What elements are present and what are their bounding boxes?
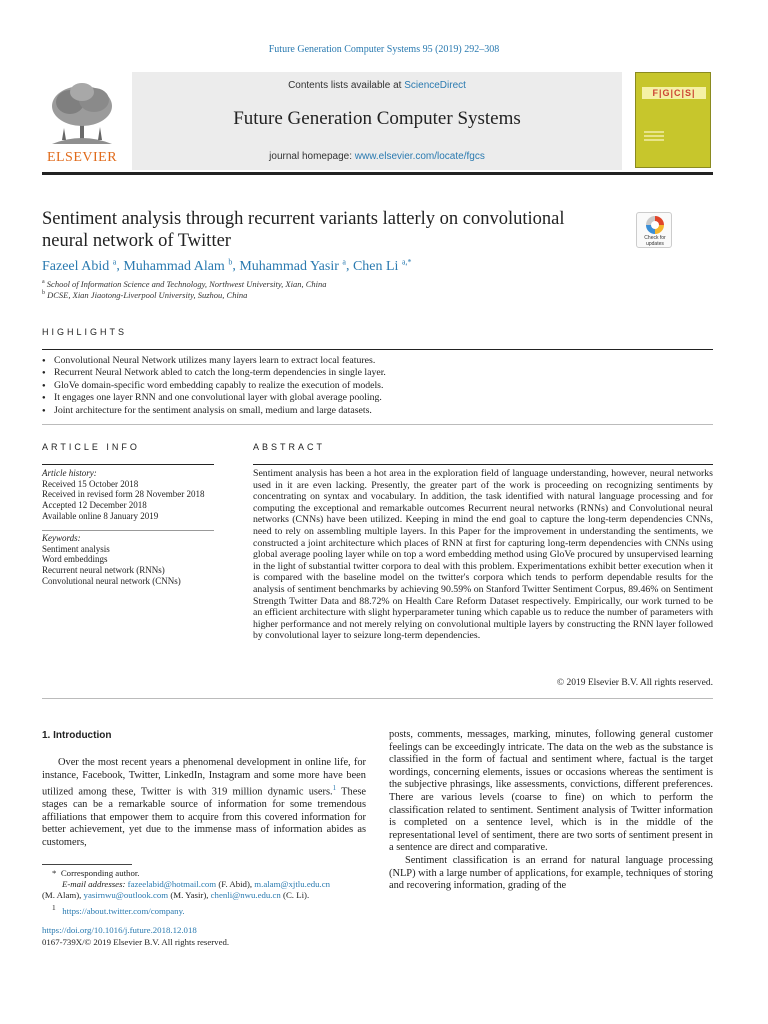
author-list: Fazeel Abid $^a$, Muhammad Alam $^b$, Muhammad Yasir $^a$, Chen Li $^{a,*}$ <box>42 257 412 274</box>
intro-left-column: Over the most recent years a phenomenal development in online life, for instance, Facebook, Twitter, LinkedIn, Instagram and some more have been utilized among these, Twitter is with 319 million dynamic users.$^1$ These stages can be a remarkable source of information for some tremendous affiliations that empower them to acquire from this covered information for better achievement, yet due to the immense mass of information abides as customers, <box>42 757 366 849</box>
article-info-divider <box>42 464 214 465</box>
publisher-name: ELSEVIER <box>46 150 118 165</box>
check-updates-label: Check for updates <box>644 235 666 247</box>
keyword: Recurrent neural network (RNNs) <box>42 565 165 576</box>
highlights-bottom-divider <box>42 424 713 425</box>
highlight-item: ● Joint architecture for the sentiment analysis on small, medium and large datasets. <box>42 405 682 417</box>
introduction-heading: 1. Introduction <box>42 730 112 741</box>
elsevier-logo <box>42 80 122 166</box>
journal-cover-image <box>635 72 711 168</box>
keywords <box>42 533 222 587</box>
cover-title: F|G|C|S| <box>642 87 706 99</box>
keyword: Convolutional neural network (CNNs) <box>42 575 181 586</box>
highlight-item: ● GloVe domain-specific word embedding capably to realize the execution of models. <box>42 380 682 392</box>
email-link[interactable]: yasirnwu@outlook.com <box>83 890 169 900</box>
journal-homepage-link[interactable]: www.elsevier.com/locate/fgcs <box>354 151 485 162</box>
contents-prefix: Contents lists available at <box>288 80 405 91</box>
header-divider <box>42 172 713 175</box>
tree-logo-icon <box>42 80 122 146</box>
paper-title: Sentiment analysis through recurrent variants latterly on convolutional neural network of Twitter <box>42 209 565 251</box>
author-link[interactable]: Muhammad Alam $^b$ <box>123 257 233 274</box>
abstract-bottom-divider <box>42 698 713 699</box>
corresponding-author-note: * Corresponding author. <box>52 868 140 878</box>
history-entry: Available online 8 January 2019 <box>42 510 159 521</box>
intro-paragraph: posts, comments, messages, marking, minutes, following general customer feelings can be exceedingly intricate. The data on the web as the substance is classified in the form of factual and sentiment where, factual is the target wordings, concerning elements, issues or occasions whereas the sentiment is the subjective phrasings, like assessments, convictions, different preferences. There are various levels (coarse to fine) on which to perform the classification related to sentiment. Sentiment analysis of Twitter information is completed on a sentence level, which is in the middle of the representational level of sentiment, there are two sorts of sentiment present in a sentence are direct and comparative. <box>389 729 713 854</box>
check-updates-icon-center <box>651 221 659 229</box>
keyword: Sentiment analysis <box>42 543 110 554</box>
contents-line <box>132 80 622 91</box>
email-link[interactable]: chenli@nwu.edu.cn <box>210 890 281 900</box>
cover-decoration <box>644 135 664 137</box>
cover-decoration <box>644 139 664 141</box>
doi-link[interactable]: https://doi.org/10.1016/j.future.2018.12.018 <box>42 925 197 935</box>
footnote-1: $^1$ https://about.twitter.com/company. <box>52 903 185 916</box>
check-for-updates-button[interactable] <box>636 212 672 248</box>
journal-title: Future Generation Computer Systems <box>233 108 521 129</box>
affiliation: $^b$ DCSE, Xian Jiaotong-Liverpool University, Suzhou, China <box>42 290 248 300</box>
homepage-line <box>132 151 622 162</box>
cover-decoration <box>644 131 664 133</box>
intro-right-column <box>389 729 713 893</box>
footnote-1-ref[interactable]: 1 <box>332 784 337 793</box>
keywords-label: Keywords: <box>42 533 81 543</box>
affiliation: $^a$ School of Information Science and Technology, Northwest University, Xian, China <box>42 279 327 289</box>
homepage-prefix: journal homepage: <box>269 151 355 162</box>
keyword: Word embeddings <box>42 554 108 565</box>
highlight-item: ● Recurrent Neural Network abled to catch the long-term dependencies in single layer. <box>42 367 682 379</box>
footnote-divider <box>42 864 132 865</box>
keywords-divider <box>42 530 214 531</box>
highlight-item: ● Convolutional Neural Network utilizes many layers learn to extract local features. <box>42 355 682 367</box>
journal-citation-link[interactable]: Future Generation Computer Systems 95 (2019) 292–308 <box>268 44 500 55</box>
doi-block <box>42 925 372 948</box>
email-addresses-cont: (M. Alam), yasirnwu@outlook.com (M. Yasir), chenli@nwu.edu.cn (C. Li). <box>42 890 310 900</box>
email-link[interactable]: m.alam@xjtlu.edu.cn <box>254 879 331 889</box>
highlights-divider <box>42 349 713 350</box>
author-link[interactable]: Muhammad Yasir $^a$ <box>239 257 346 274</box>
history-entry: Accepted 12 December 2018 <box>42 500 147 511</box>
highlights-heading: HIGHLIGHTS <box>42 327 128 337</box>
abstract-text: Sentiment analysis has been a hot area in the exploration field of language understanding, however, neural networks used in it are even lacking. Presently, the greater part of the work is proceeding on recognizing sentiments by concentrating on syntax and vocabulary. In addition, the task identified with natural language processing and for computing the exceptional and remarkable outcomes Recurrent neural networks (RNNs) and Convolutional neural networks (CNNs) have been utilized. Keeping in mind the end goal to capture the long-term dependencies CNNs, need to rely on assembling multiple layers. In this Paper for the improvement in understanding the sentiments, we constructed a joint architecture which places of RNN at first for capturing long-term dependencies with CNNs using global average pooling layer while on top a word embedding method using GloVe procured by unsupervised learning in the light of substantial twitter corpora to deal with this problem. Experimentations exhibit better execution when it is compared with the baseline model on the twitter's corpora which tends to perform dependable results for the analysis of sentiment benchmarks by achieving 90.59% on Stanford Twitter Sentiment Corpus, 89.46% on Sentiment Strength Twitter Data and 88.72% on Health Care Reform Dataset respectively. Empirically, our work turned to be an efficient architecture with slight hyperparameter tuning which capable us to reduce the number of parameters with higher performance and not merely relying on convolutional multiple layers by constructing the RNN layer followed by convolutional layer to seizure long-term dependencies. <box>253 468 713 642</box>
article-history-label: Article history: <box>42 468 97 478</box>
email-label: E-mail addresses: <box>62 879 126 889</box>
email-link[interactable]: fazeelabid@hotmail.com <box>127 879 217 889</box>
author-link[interactable]: Chen Li $^{a,*}$ <box>352 257 412 274</box>
history-entry: Received 15 October 2018 <box>42 478 139 489</box>
article-info-heading: ARTICLE INFO <box>42 442 140 452</box>
intro-paragraph: Sentiment classification is an errand for natural language processing (NLP) with a large number of applications, for example, techniques of storing and recovering information, grading of the <box>389 854 713 892</box>
highlights-list <box>42 355 682 417</box>
twitter-company-link[interactable]: https://about.twitter.com/company. <box>62 905 185 916</box>
sciencedirect-link[interactable]: ScienceDirect <box>404 80 466 91</box>
history-entry: Received in revised form 28 November 2018 <box>42 489 205 500</box>
abstract-copyright: © 2019 Elsevier B.V. All rights reserved. <box>556 678 713 688</box>
issn-line: 0167-739X/© 2019 Elsevier B.V. All rights reserved. <box>42 936 230 947</box>
abstract-divider <box>253 464 713 465</box>
abstract-heading: ABSTRACT <box>253 442 326 452</box>
highlight-item: ● It engages one layer RNN and one convolutional layer with global average pooling. <box>42 392 682 404</box>
author-link[interactable]: Fazeel Abid $^a$ <box>42 257 117 274</box>
article-history <box>42 468 222 522</box>
email-addresses: E-mail addresses: fazeelabid@hotmail.com (F. Abid), m.alam@xjtlu.edu.cn <box>62 879 331 889</box>
